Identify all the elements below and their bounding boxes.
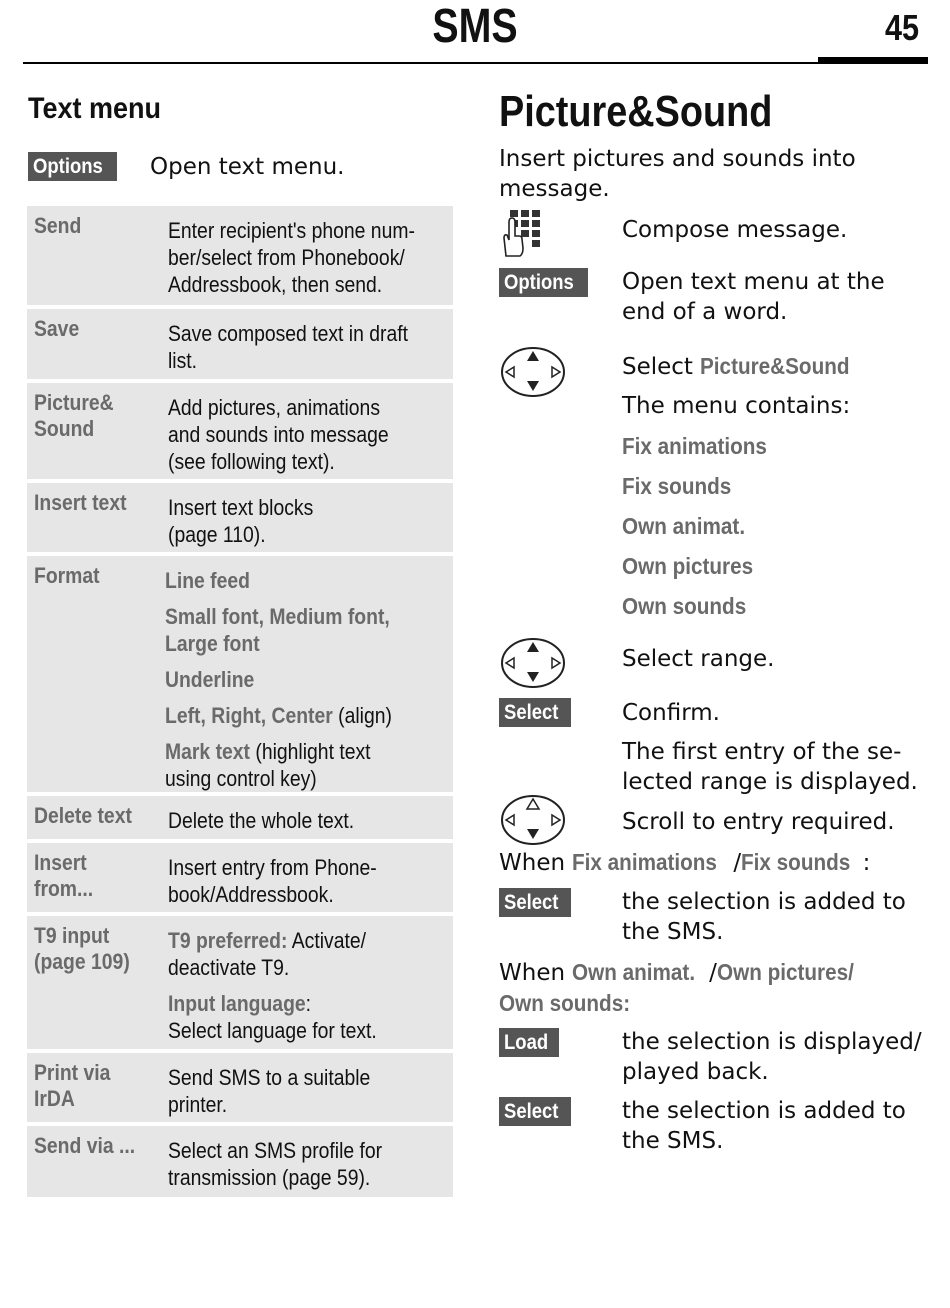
- menu-item-fix-animations: Fix animations: [622, 433, 767, 459]
- confirm-text: Confirm.: [622, 700, 720, 726]
- selection-added-text: the selection is added to the SMS.: [622, 1098, 906, 1154]
- intro-text: Insert pictures and sounds into message.: [499, 146, 856, 202]
- format-line-feed: Line feed: [165, 568, 250, 593]
- menu-item-own-animat: Own animat.: [622, 513, 746, 539]
- row-label: Format: [34, 563, 100, 588]
- row-label: Send: [34, 213, 82, 238]
- scroll-text: Scroll to entry required.: [622, 809, 895, 835]
- options-softkey[interactable]: Options: [28, 152, 117, 181]
- table-row-insert-from: [27, 843, 453, 912]
- table-row-send: [27, 206, 453, 305]
- table-row-send-via: [27, 1126, 453, 1197]
- load-softkey[interactable]: Load: [499, 1028, 559, 1057]
- selection-displayed-text: the selection is displayed/ played back.: [622, 1029, 922, 1085]
- row-description: Insert text blocks (page 110).: [168, 495, 314, 547]
- format-fonts: Small font, Medium font,: [165, 604, 390, 629]
- select-softkey[interactable]: Select: [499, 1097, 571, 1126]
- row-label: Delete text: [34, 803, 132, 828]
- header-tab-marker: [818, 57, 928, 63]
- row-label: Save: [34, 316, 80, 341]
- row-description: T9 preferred: Activate/ deactivate T9. Input language: Select language for text.: [168, 928, 377, 1043]
- row-description: Save composed text in draft list.: [168, 321, 408, 373]
- menu-item-own-pictures: Own pictures: [622, 553, 754, 579]
- when-own-text: When Own animat. /Own pictures/ Own sounds:: [499, 959, 854, 1016]
- format-align: Left, Right, Center: [165, 703, 333, 728]
- keypad-icon: [500, 208, 544, 262]
- row-description: Insert entry from Phone- book/Addressbook.: [168, 855, 377, 907]
- format-underline: Underline: [165, 667, 255, 692]
- menu-item-fix-sounds: Fix sounds: [622, 473, 732, 499]
- row-description: Send SMS to a suitable printer.: [168, 1065, 371, 1117]
- row-label: Print via IrDA: [34, 1060, 111, 1111]
- page-number: 45: [885, 7, 920, 48]
- table-row-insert-text: [27, 483, 453, 552]
- table-row-format: [27, 556, 453, 792]
- options-text-right: Open text menu at the end of a word.: [622, 269, 885, 325]
- when-fix-text: When Fix animations /Fix sounds :: [499, 849, 871, 876]
- select-picture-sound: Select Picture&Sound: [622, 353, 850, 380]
- row-description: Delete the whole text.: [168, 808, 355, 833]
- select-softkey[interactable]: Select: [499, 698, 571, 727]
- t9-input-language: Input language: [168, 991, 306, 1016]
- row-description: Add pictures, animations and sounds into message (see following text).: [168, 395, 389, 474]
- text-menu-heading: Text menu: [28, 92, 162, 125]
- options-description: Open text menu.: [150, 154, 345, 180]
- compose-text: Compose message.: [622, 217, 848, 243]
- t9-preferred: T9 preferred:: [168, 928, 288, 953]
- navigation-key-icon: [500, 636, 566, 694]
- menu-item-own-sounds: Own sounds: [622, 593, 747, 619]
- navigation-key-icon: [500, 345, 566, 403]
- row-label: Send via ...: [34, 1133, 136, 1158]
- format-mark-text: Mark text: [165, 739, 251, 764]
- row-description: Select an SMS profile for transmission (page 59).: [168, 1138, 383, 1190]
- row-description: Line feed Small font, Medium font, Large font Underline Left, Right, Center (align) Mark text (highlight text using control key): [165, 567, 455, 801]
- row-description: Enter recipient's phone num- ber/select from Phonebook/ Addressbook, then send.: [168, 218, 415, 297]
- table-row-delete-text: [27, 796, 453, 839]
- picture-sound-heading: Picture&Sound: [499, 87, 773, 136]
- scroll-key-icon: [500, 793, 566, 851]
- text-menu-table: [27, 206, 453, 1201]
- selection-added-text: the selection is added to the SMS.: [622, 889, 906, 945]
- row-label: Picture& Sound: [34, 390, 114, 441]
- row-label: Insert from...: [34, 850, 94, 901]
- options-softkey-right[interactable]: Options: [499, 268, 588, 297]
- header-rule: [23, 62, 928, 64]
- table-row-print-irda: [27, 1053, 453, 1122]
- table-row-save: [27, 309, 453, 379]
- select-range-text: Select range.: [622, 646, 775, 672]
- page-header-title: SMS: [432, 0, 518, 53]
- menu-contains-text: The menu contains:: [622, 393, 851, 419]
- table-row-t9-input: [27, 916, 453, 1049]
- first-entry-text: The first entry of the se- lected range is displayed.: [622, 739, 918, 795]
- row-label: T9 input (page 109): [34, 923, 130, 974]
- row-label: Insert text: [34, 490, 127, 515]
- select-softkey[interactable]: Select: [499, 888, 571, 917]
- table-row-picture-sound: [27, 383, 453, 479]
